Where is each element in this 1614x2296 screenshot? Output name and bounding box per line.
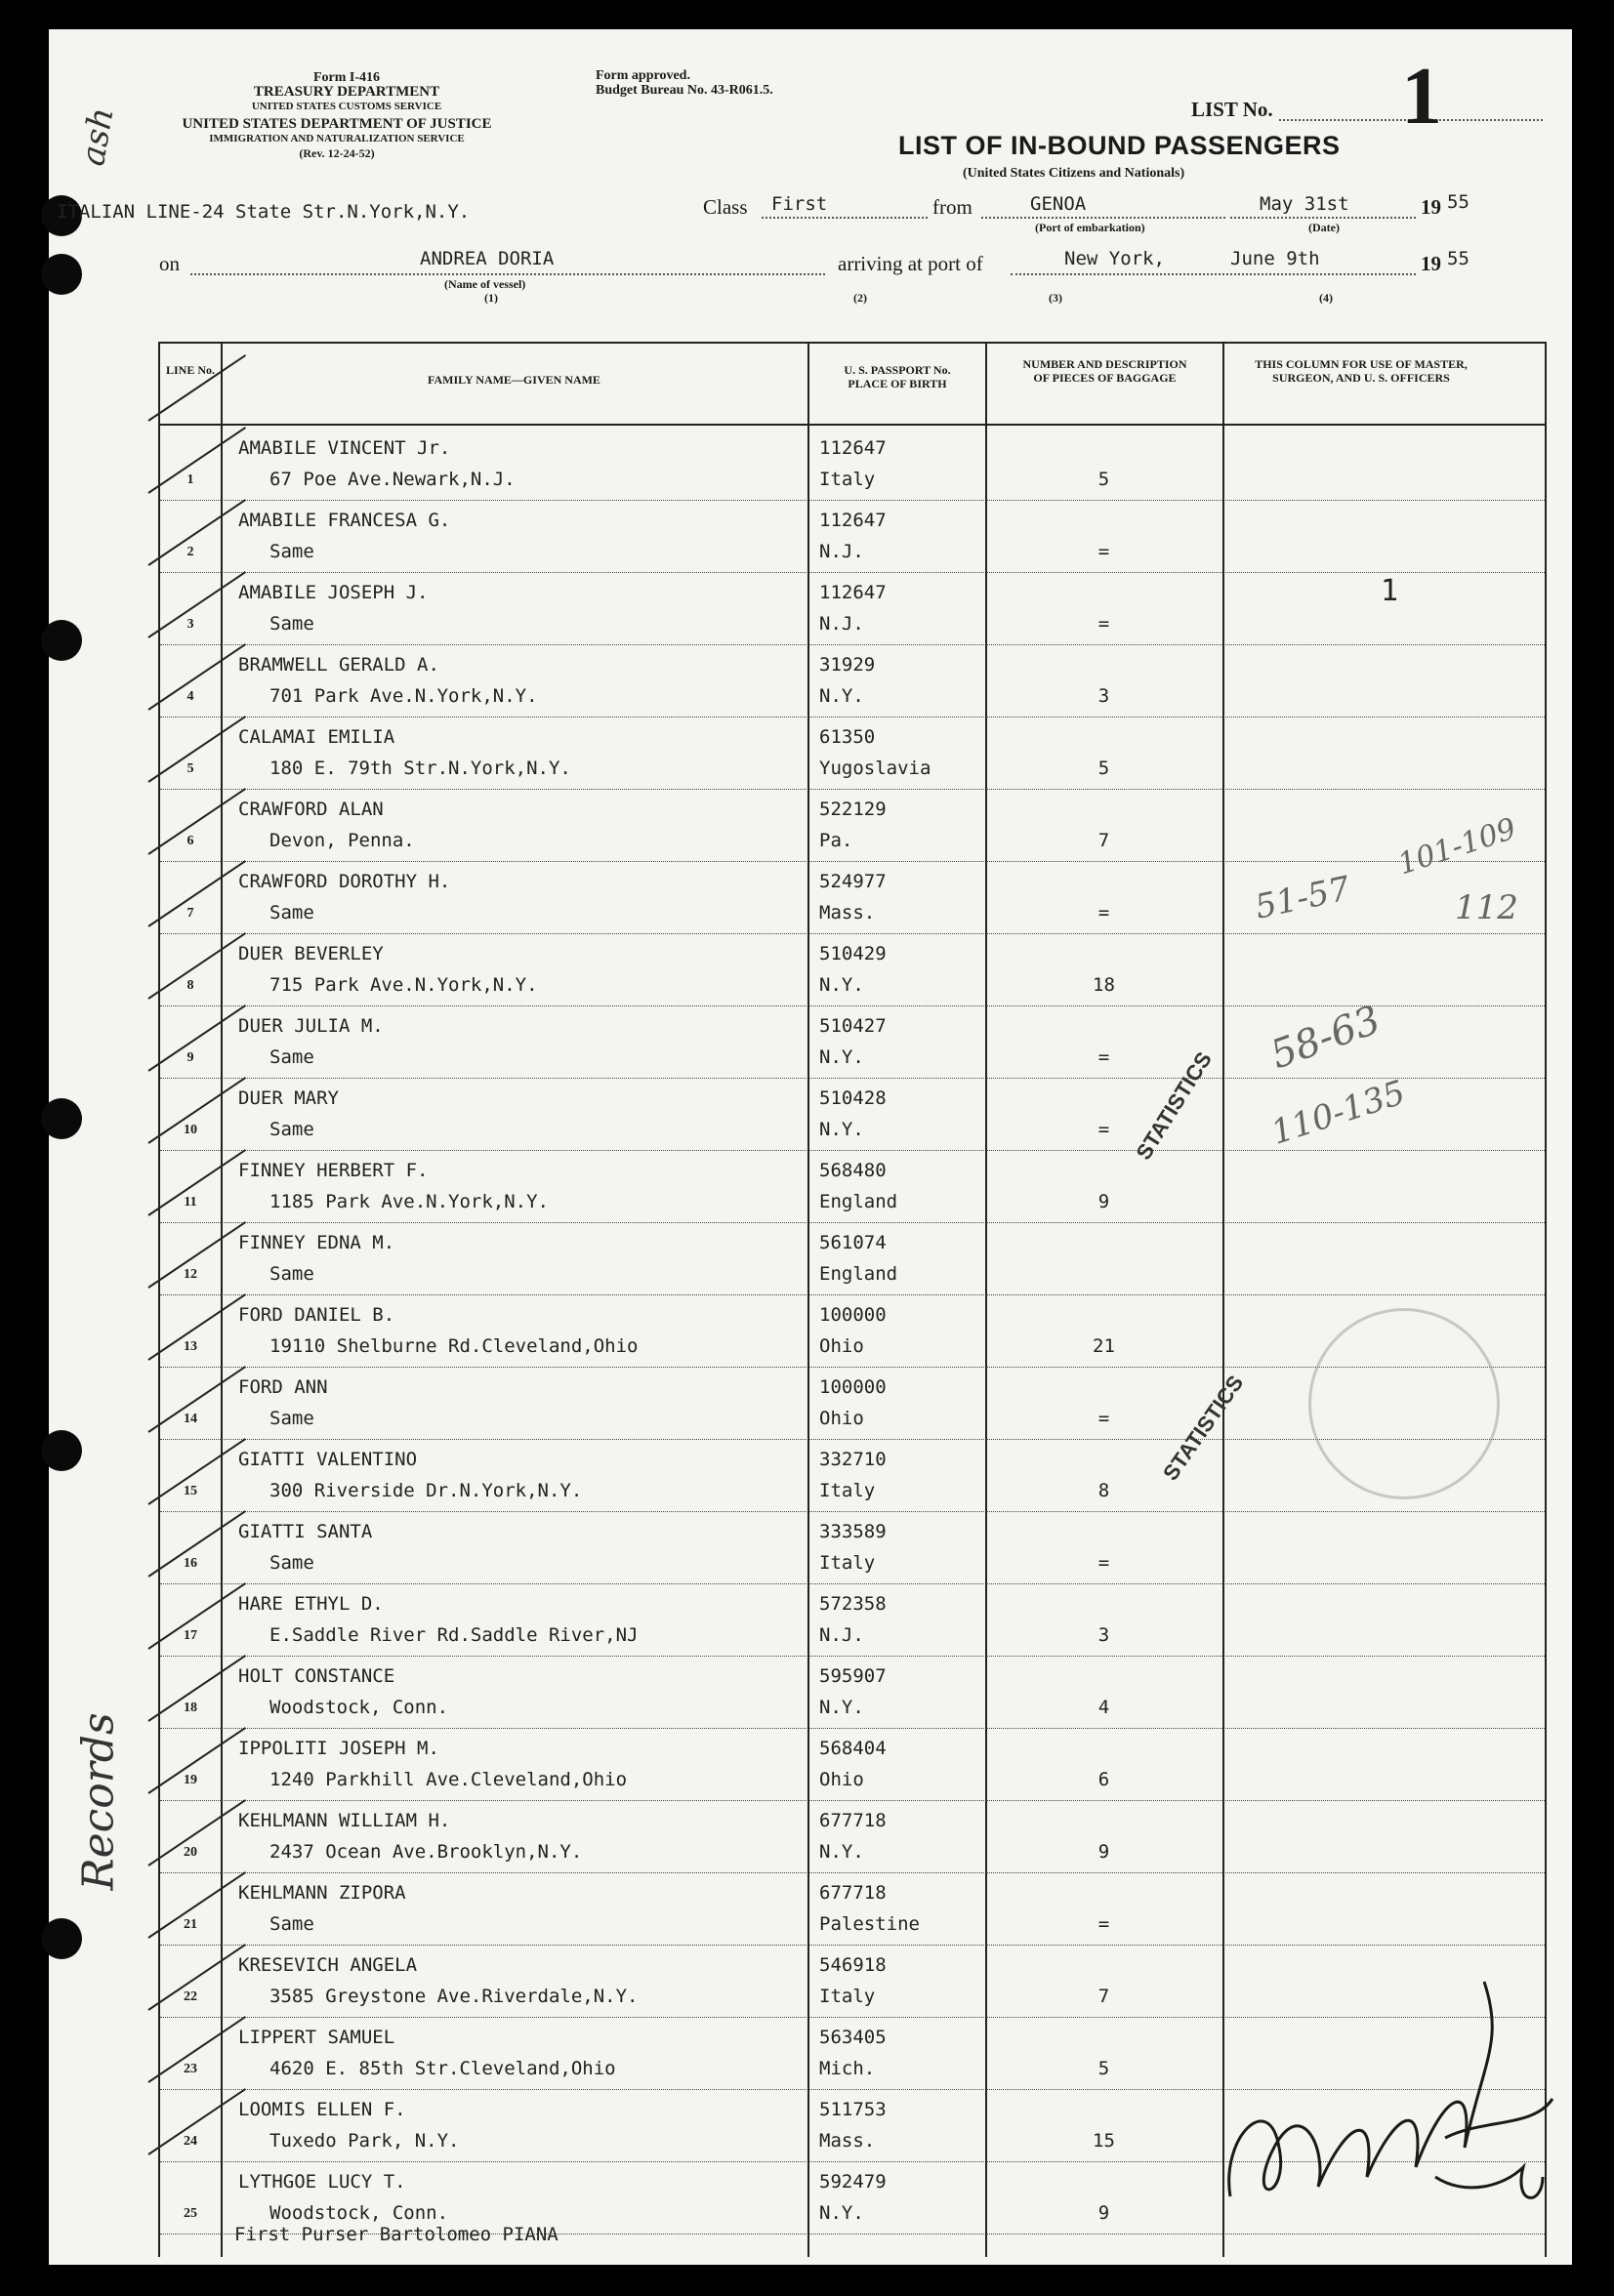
passport-number: 524977 [819,871,887,892]
line-number: 25 [184,2206,197,2221]
place-of-birth: N.Y. [819,1046,864,1068]
passenger-address: Same [269,1046,314,1068]
passport-number: 100000 [819,1304,887,1326]
table-row [160,1800,1545,1873]
baggage-count: = [1097,613,1110,635]
baggage-count: = [1097,902,1110,923]
round-stamp [1308,1308,1500,1499]
table-row [160,428,1545,501]
passenger-address: 1185 Park Ave.N.York,N.Y. [269,1191,549,1212]
from-label: from [932,195,973,219]
passport-number: 568480 [819,1160,887,1181]
passenger-address: Devon, Penna. [269,830,415,851]
header-line-no: LINE No. [166,363,216,377]
table-row [160,500,1545,573]
passenger-name: BRAMWELL GERALD A. [238,654,439,676]
passenger-address: 715 Park Ave.N.York,N.Y. [269,974,538,996]
passport-number: 333589 [819,1521,887,1542]
place-of-birth: N.Y. [819,1841,864,1863]
page-title: LIST OF IN-BOUND PASSENGERS [898,131,1341,160]
vessel-dotline [190,273,825,275]
form-info-block [220,70,474,114]
line-number: 20 [184,1845,197,1860]
passenger-name: IPPOLITI JOSEPH M. [238,1738,439,1759]
baggage-count: = [1097,1552,1110,1574]
table-row [160,933,1545,1006]
passenger-address: 19110 Shelburne Rd.Cleveland,Ohio [269,1335,639,1357]
arrival-dotline [1011,273,1416,275]
arrival-date: June 9th [1230,248,1320,269]
punch-hole [41,254,82,295]
passenger-name: HOLT CONSTANCE [238,1665,395,1687]
place-of-birth: Pa. [819,830,853,851]
passenger-name: KEHLMANN ZIPORA [238,1882,406,1904]
baggage-count: 21 [1093,1335,1115,1357]
place-of-birth: N.Y. [819,1697,864,1718]
place-of-birth: Mass. [819,902,876,923]
baggage-count: 18 [1093,974,1115,996]
passenger-name: AMABILE JOSEPH J. [238,582,429,603]
passport-number: 61350 [819,726,876,748]
line-number: 7 [186,906,194,921]
baggage-count: 5 [1097,469,1110,490]
passenger-address: Same [269,1263,314,1285]
passport-number: 677718 [819,1810,887,1831]
table-row [160,789,1545,862]
line-number: 3 [186,617,194,632]
passenger-name: KRESEVICH ANGELA [238,1954,418,1976]
table-row [160,1656,1545,1729]
line-number: 12 [184,1267,197,1282]
header-rule [160,424,1545,426]
passport-number: 510427 [819,1015,887,1037]
port-caption: (Port of embarkation) [1035,221,1145,234]
passport-number: 568404 [819,1738,887,1759]
class-value: First [771,193,828,215]
place-of-birth: N.Y. [819,974,864,996]
place-of-birth: N.Y. [819,1119,864,1140]
header-baggage: NUMBER AND DESCRIPTION OF PIECES OF BAGGAGE [1022,357,1187,385]
line-number: 18 [184,1701,197,1715]
place-of-birth: N.J. [819,1624,864,1646]
approval-block [596,68,773,98]
line-number: 11 [184,1195,197,1210]
baggage-count: = [1097,1408,1110,1429]
statistics-stamp: STATISTICS [1131,1047,1217,1165]
pencil-note: 101-109 [1393,811,1521,882]
list-number: 1 [1401,51,1442,142]
arrival-year-suffix: 55 [1447,248,1469,269]
place-of-birth: N.J. [819,541,864,562]
date-caption: (Date) [1308,221,1340,234]
line-number: 9 [186,1050,194,1065]
passport-number: 595907 [819,1665,887,1687]
passport-number: 510428 [819,1087,887,1109]
line-number: 17 [184,1628,197,1643]
header-name: FAMILY NAME—GIVEN NAME [428,373,600,387]
line-number: 1 [186,472,194,487]
col-num-4: (4) [1319,291,1333,305]
place-of-birth: Mich. [819,2058,876,2079]
line-number: 10 [184,1123,197,1137]
passport-number: 511753 [819,2099,887,2120]
passport-number: 546918 [819,1954,887,1976]
place-of-birth: Italy [819,1986,876,2007]
passenger-address: Same [269,1119,314,1140]
passenger-name: LOOMIS ELLEN F. [238,2099,406,2120]
table-row [160,1872,1545,1946]
line-number: 13 [184,1339,197,1354]
passenger-address: 180 E. 79th Str.N.York,N.Y. [269,758,571,779]
dept-line: (Rev. 12-24-52) [299,146,375,160]
vessel-name: ANDREA DORIA [420,248,555,269]
passenger-address: Tuxedo Park, N.Y. [269,2130,460,2152]
place-of-birth: Yugoslavia [819,758,931,779]
passport-number: 332710 [819,1449,887,1470]
table-row [160,1728,1545,1801]
passenger-address: 2437 Ocean Ave.Brooklyn,N.Y. [269,1841,583,1863]
passenger-address: 701 Park Ave.N.York,N.Y. [269,685,538,707]
table-row [160,717,1545,790]
baggage-count: 9 [1097,2202,1110,2224]
year-suffix: 55 [1447,191,1469,213]
table-row [160,1150,1545,1223]
pencil-note: 112 [1455,888,1518,927]
passenger-name: LIPPERT SAMUEL [238,2027,395,2048]
punch-hole [41,1430,82,1471]
line-number: 24 [184,2134,197,2149]
page-subtitle: (United States Citizens and Nationals) [963,166,1185,181]
punch-hole [41,1098,82,1139]
passenger-address: Same [269,1913,314,1935]
header-officers: THIS COLUMN FOR USE OF MASTER, SURGEON, AND U. S. OFFICERS [1255,357,1468,385]
passport-number: 112647 [819,582,887,603]
baggage-count: 8 [1097,1480,1110,1501]
baggage-count: 7 [1097,830,1110,851]
place-of-birth: Mass. [819,2130,876,2152]
passenger-name: FINNEY EDNA M. [238,1232,395,1253]
baggage-count: = [1097,1046,1110,1068]
table-row [160,572,1545,645]
pencil-note: 51-57 [1251,869,1354,927]
passenger-name: FORD DANIEL B. [238,1304,395,1326]
passenger-address: 3585 Greystone Ave.Riverdale,N.Y. [269,1986,639,2007]
place-of-birth: N.Y. [819,685,864,707]
passenger-address: Same [269,541,314,562]
passenger-name: FINNEY HERBERT F. [238,1160,429,1181]
pencil-note: 110-135 [1266,1073,1411,1153]
baggage-count: = [1097,1119,1110,1140]
line-number: 19 [184,1773,197,1787]
passenger-name: GIATTI VALENTINO [238,1449,418,1470]
line-number: 16 [184,1556,197,1571]
dept-line: UNITED STATES DEPARTMENT OF JUSTICE [182,116,492,132]
statistics-stamp: STATISTICS [1158,1371,1249,1486]
passenger-name: DUER BEVERLEY [238,943,384,964]
baggage-count: 7 [1097,1986,1110,2007]
passenger-address: 300 Riverside Dr.N.York,N.Y. [269,1480,583,1501]
passenger-address: Same [269,1552,314,1574]
passenger-name: AMABILE FRANCESA G. [238,510,451,531]
passenger-name: CALAMAI EMILIA [238,726,395,748]
passenger-address: Woodstock, Conn. [269,1697,449,1718]
place-of-birth: Italy [819,1480,876,1501]
passenger-name: LYTHGOE LUCY T. [238,2171,406,2193]
line-number: 15 [184,1484,197,1498]
baggage-count: 5 [1097,2058,1110,2079]
line-number: 8 [186,978,194,993]
approval-line: Form approved. [596,68,690,83]
from-dotline [981,217,1225,219]
place-of-birth: England [819,1191,898,1212]
baggage-count: 5 [1097,758,1110,779]
on-label: on [159,252,180,275]
baggage-count: 3 [1097,685,1110,707]
dept-info-block [127,117,547,161]
col-num-2: (2) [853,291,867,305]
dept-line: IMMIGRATION AND NATURALIZATION SERVICE [209,133,465,144]
passenger-name: HARE ETHYL D. [238,1593,384,1615]
line-number: 14 [184,1412,197,1426]
baggage-count: 9 [1097,1841,1110,1863]
punch-hole [41,1918,82,1959]
baggage-count: 4 [1097,1697,1110,1718]
form-line: Form I-416 [312,70,381,85]
arrival-port: New York, [1064,248,1165,269]
place-of-birth: N.J. [819,613,864,635]
passport-number: 572358 [819,1593,887,1615]
table-row [160,1222,1545,1295]
baggage-count: 6 [1097,1769,1110,1790]
date-dotline [1230,217,1416,219]
line-number: 23 [184,2062,197,2076]
passenger-address: 4620 E. 85th Str.Cleveland,Ohio [269,2058,616,2079]
form-line: TREASURY DEPARTMENT [253,84,440,100]
passenger-name: FORD ANN [238,1376,328,1398]
place-of-birth: Ohio [819,1335,864,1357]
year-prefix: 19 [1421,195,1441,219]
baggage-count: 3 [1097,1624,1110,1646]
line-number: 4 [186,689,194,704]
place-of-birth: Ohio [819,1408,864,1429]
pencil-note: 58-63 [1264,997,1386,1079]
line-number: 5 [186,761,194,776]
line-number: 6 [186,834,194,848]
passenger-name: DUER MARY [238,1087,339,1109]
shipping-line: ITALIAN LINE-24 State Str.N.York,N.Y. [57,201,471,223]
place-of-birth: Italy [819,469,876,490]
officer-note: 1 [1381,574,1399,608]
arrival-year-prefix: 19 [1421,252,1441,275]
arriving-label: arriving at port of [838,252,983,275]
place-of-birth: Palestine [819,1913,920,1935]
document-page [49,29,1572,2265]
line-number: 21 [184,1917,197,1932]
passenger-address: Same [269,613,314,635]
passenger-name: DUER JULIA M. [238,1015,384,1037]
vessel-caption: (Name of vessel) [444,277,526,291]
approval-line: Budget Bureau No. 43-R061.5. [596,83,773,98]
passport-number: 677718 [819,1882,887,1904]
passenger-name: CRAWFORD DOROTHY H. [238,871,451,892]
passport-number: 592479 [819,2171,887,2193]
class-dotline [762,217,928,219]
passenger-address: Same [269,1408,314,1429]
line-number: 2 [186,545,194,559]
officer-signature [1211,1943,1562,2226]
passenger-name: GIATTI SANTA [238,1521,373,1542]
passport-number: 561074 [819,1232,887,1253]
baggage-count: 9 [1097,1191,1110,1212]
passport-number: 112647 [819,510,887,531]
col-num-3: (3) [1049,291,1062,305]
passenger-name: CRAWFORD ALAN [238,799,384,820]
class-label: Class [703,195,748,219]
header-passport: U. S. PASSPORT No. PLACE OF BIRTH [844,363,951,390]
passenger-name: AMABILE VINCENT Jr. [238,437,451,459]
passenger-address: 67 Poe Ave.Newark,N.J. [269,469,516,490]
baggage-count: 15 [1093,2130,1115,2152]
date-value: May 31st [1260,193,1349,215]
baggage-count: = [1097,541,1110,562]
passport-number: 31929 [819,654,876,676]
passenger-address: 1240 Parkhill Ave.Cleveland,Ohio [269,1769,628,1790]
place-of-birth: Italy [819,1552,876,1574]
passenger-address: Same [269,902,314,923]
margin-word: Records [73,1712,124,1891]
top-left-pencil-mark: ash [72,104,122,169]
passport-number: 563405 [819,2027,887,2048]
passenger-address: Woodstock, Conn. [269,2202,449,2224]
punch-hole [41,620,82,661]
purser-line: First Purser Bartolomeo PIANA [234,2224,559,2245]
form-line: UNITED STATES CUSTOMS SERVICE [251,101,442,112]
table-row [160,1583,1545,1657]
baggage-count: = [1097,1913,1110,1935]
passenger-name: KEHLMANN WILLIAM H. [238,1810,451,1831]
passport-number: 112647 [819,437,887,459]
line-number: 22 [184,1989,197,2004]
place-of-birth: N.Y. [819,2202,864,2224]
place-of-birth: Ohio [819,1769,864,1790]
from-value: GENOA [1030,193,1087,215]
place-of-birth: England [819,1263,898,1285]
passport-number: 522129 [819,799,887,820]
passport-number: 510429 [819,943,887,964]
passport-number: 100000 [819,1376,887,1398]
list-label: LIST No. [1191,98,1273,121]
table-row [160,644,1545,718]
vessel-col-num: (1) [484,291,498,305]
passenger-address: E.Saddle River Rd.Saddle River,NJ [269,1624,639,1646]
table-row [160,1511,1545,1584]
